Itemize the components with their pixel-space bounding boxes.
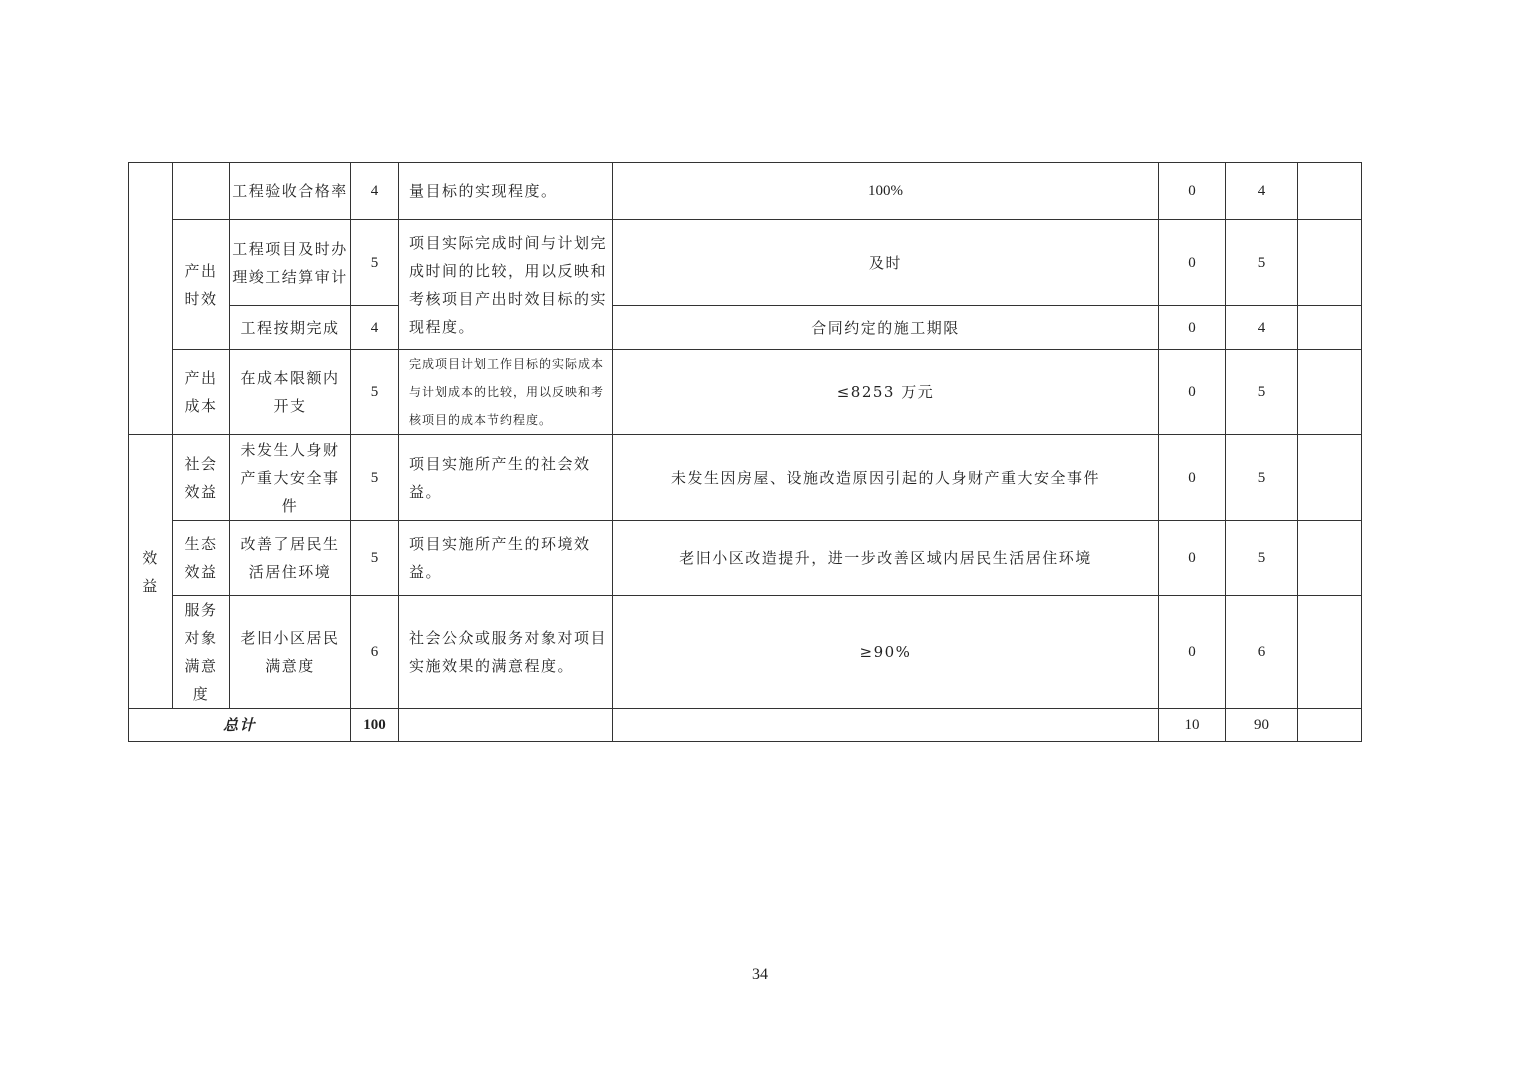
score-cell: 6 [1226, 596, 1298, 709]
weight-cell: 5 [351, 220, 399, 306]
deduct-cell: 0 [1159, 220, 1226, 306]
table-row [129, 521, 1362, 596]
table-row [129, 435, 1362, 521]
table-row [129, 220, 1362, 306]
weight-cell: 4 [351, 163, 399, 220]
category-label: 社会效益 [184, 454, 218, 501]
note-cell [1298, 220, 1362, 306]
total-target-empty [613, 709, 1159, 742]
note-cell [1298, 435, 1362, 521]
deduct-cell: 0 [1159, 435, 1226, 521]
level1-cell-empty [129, 163, 173, 435]
category-benefit [129, 435, 173, 709]
category-label: 服务对象满意度 [184, 601, 218, 703]
description-cell: 项目实施所产生的环境效益。 [399, 521, 613, 596]
target-cell: 100% [613, 163, 1159, 220]
metric-cell: 工程项目及时办理竣工结算审计 [230, 220, 351, 306]
weight-cell: 4 [351, 306, 399, 350]
category-label: 产出时效 [184, 261, 218, 308]
category-satisfaction [173, 596, 230, 709]
metric-cell: 工程按期完成 [230, 306, 351, 350]
weight-cell: 5 [351, 435, 399, 521]
score-cell: 4 [1226, 163, 1298, 220]
metric-cell: 未发生人身财产重大安全事件 [230, 435, 351, 521]
target-cell: 老旧小区改造提升，进一步改善区域内居民生活居住环境 [613, 521, 1159, 596]
deduct-cell: 0 [1159, 350, 1226, 435]
note-cell [1298, 306, 1362, 350]
description-cell: 项目实施所产生的社会效益。 [399, 435, 613, 521]
metric-cell: 工程验收合格率 [230, 163, 351, 220]
score-cell: 4 [1226, 306, 1298, 350]
page-number: 34 [752, 966, 768, 983]
table-row [129, 163, 1362, 220]
note-cell [1298, 350, 1362, 435]
target-cell: ≤8253 万元 [613, 350, 1159, 435]
table-row [129, 596, 1362, 709]
weight-cell: 5 [351, 521, 399, 596]
category-eco-benefit [173, 521, 230, 596]
description-cell: 完成项目计划工作目标的实际成本与计划成本的比较，用以反映和考核项目的成本节约程度。 [399, 350, 613, 435]
total-deduct: 10 [1159, 709, 1226, 742]
note-cell [1298, 163, 1362, 220]
deduct-cell: 0 [1159, 521, 1226, 596]
total-note-empty [1298, 709, 1362, 742]
table-row [129, 306, 1362, 350]
total-description-empty [399, 709, 613, 742]
level2-cell-empty [173, 163, 230, 220]
category-label: 生态效益 [184, 535, 218, 581]
total-row [129, 709, 1362, 742]
score-cell: 5 [1226, 350, 1298, 435]
metric-cell: 在成本限额内开支 [230, 350, 351, 435]
description-cell: 量目标的实现程度。 [399, 163, 613, 220]
description-cell: 社会公众或服务对象对项目实施效果的满意程度。 [399, 596, 613, 709]
weight-cell: 6 [351, 596, 399, 709]
category-label: 产出成本 [184, 369, 218, 415]
description-cell: 项目实际完成时间与计划完成时间的比较，用以反映和考核项目产出时效目标的实现程度。 [399, 220, 613, 350]
score-cell: 5 [1226, 521, 1298, 596]
target-cell: 及时 [613, 220, 1159, 306]
category-output-cost [173, 350, 230, 435]
total-score: 90 [1226, 709, 1298, 742]
note-cell [1298, 521, 1362, 596]
table-row [129, 350, 1362, 435]
metric-cell: 改善了居民生活居住环境 [230, 521, 351, 596]
deduct-cell: 0 [1159, 163, 1226, 220]
score-cell: 5 [1226, 435, 1298, 521]
weight-cell: 5 [351, 350, 399, 435]
total-weight: 100 [351, 709, 399, 742]
total-label: 总计 [129, 709, 351, 742]
target-cell: 未发生因房屋、设施改造原因引起的人身财产重大安全事件 [613, 435, 1159, 521]
target-cell: ≥90% [613, 596, 1159, 709]
category-social-benefit [173, 435, 230, 521]
deduct-cell: 0 [1159, 306, 1226, 350]
score-cell: 5 [1226, 220, 1298, 306]
category-label: 效益 [142, 548, 159, 595]
note-cell [1298, 596, 1362, 709]
metric-cell: 老旧小区居民满意度 [230, 596, 351, 709]
evaluation-table [128, 162, 1362, 742]
target-cell: 合同约定的施工期限 [613, 306, 1159, 350]
category-output-timeliness [173, 220, 230, 350]
deduct-cell: 0 [1159, 596, 1226, 709]
